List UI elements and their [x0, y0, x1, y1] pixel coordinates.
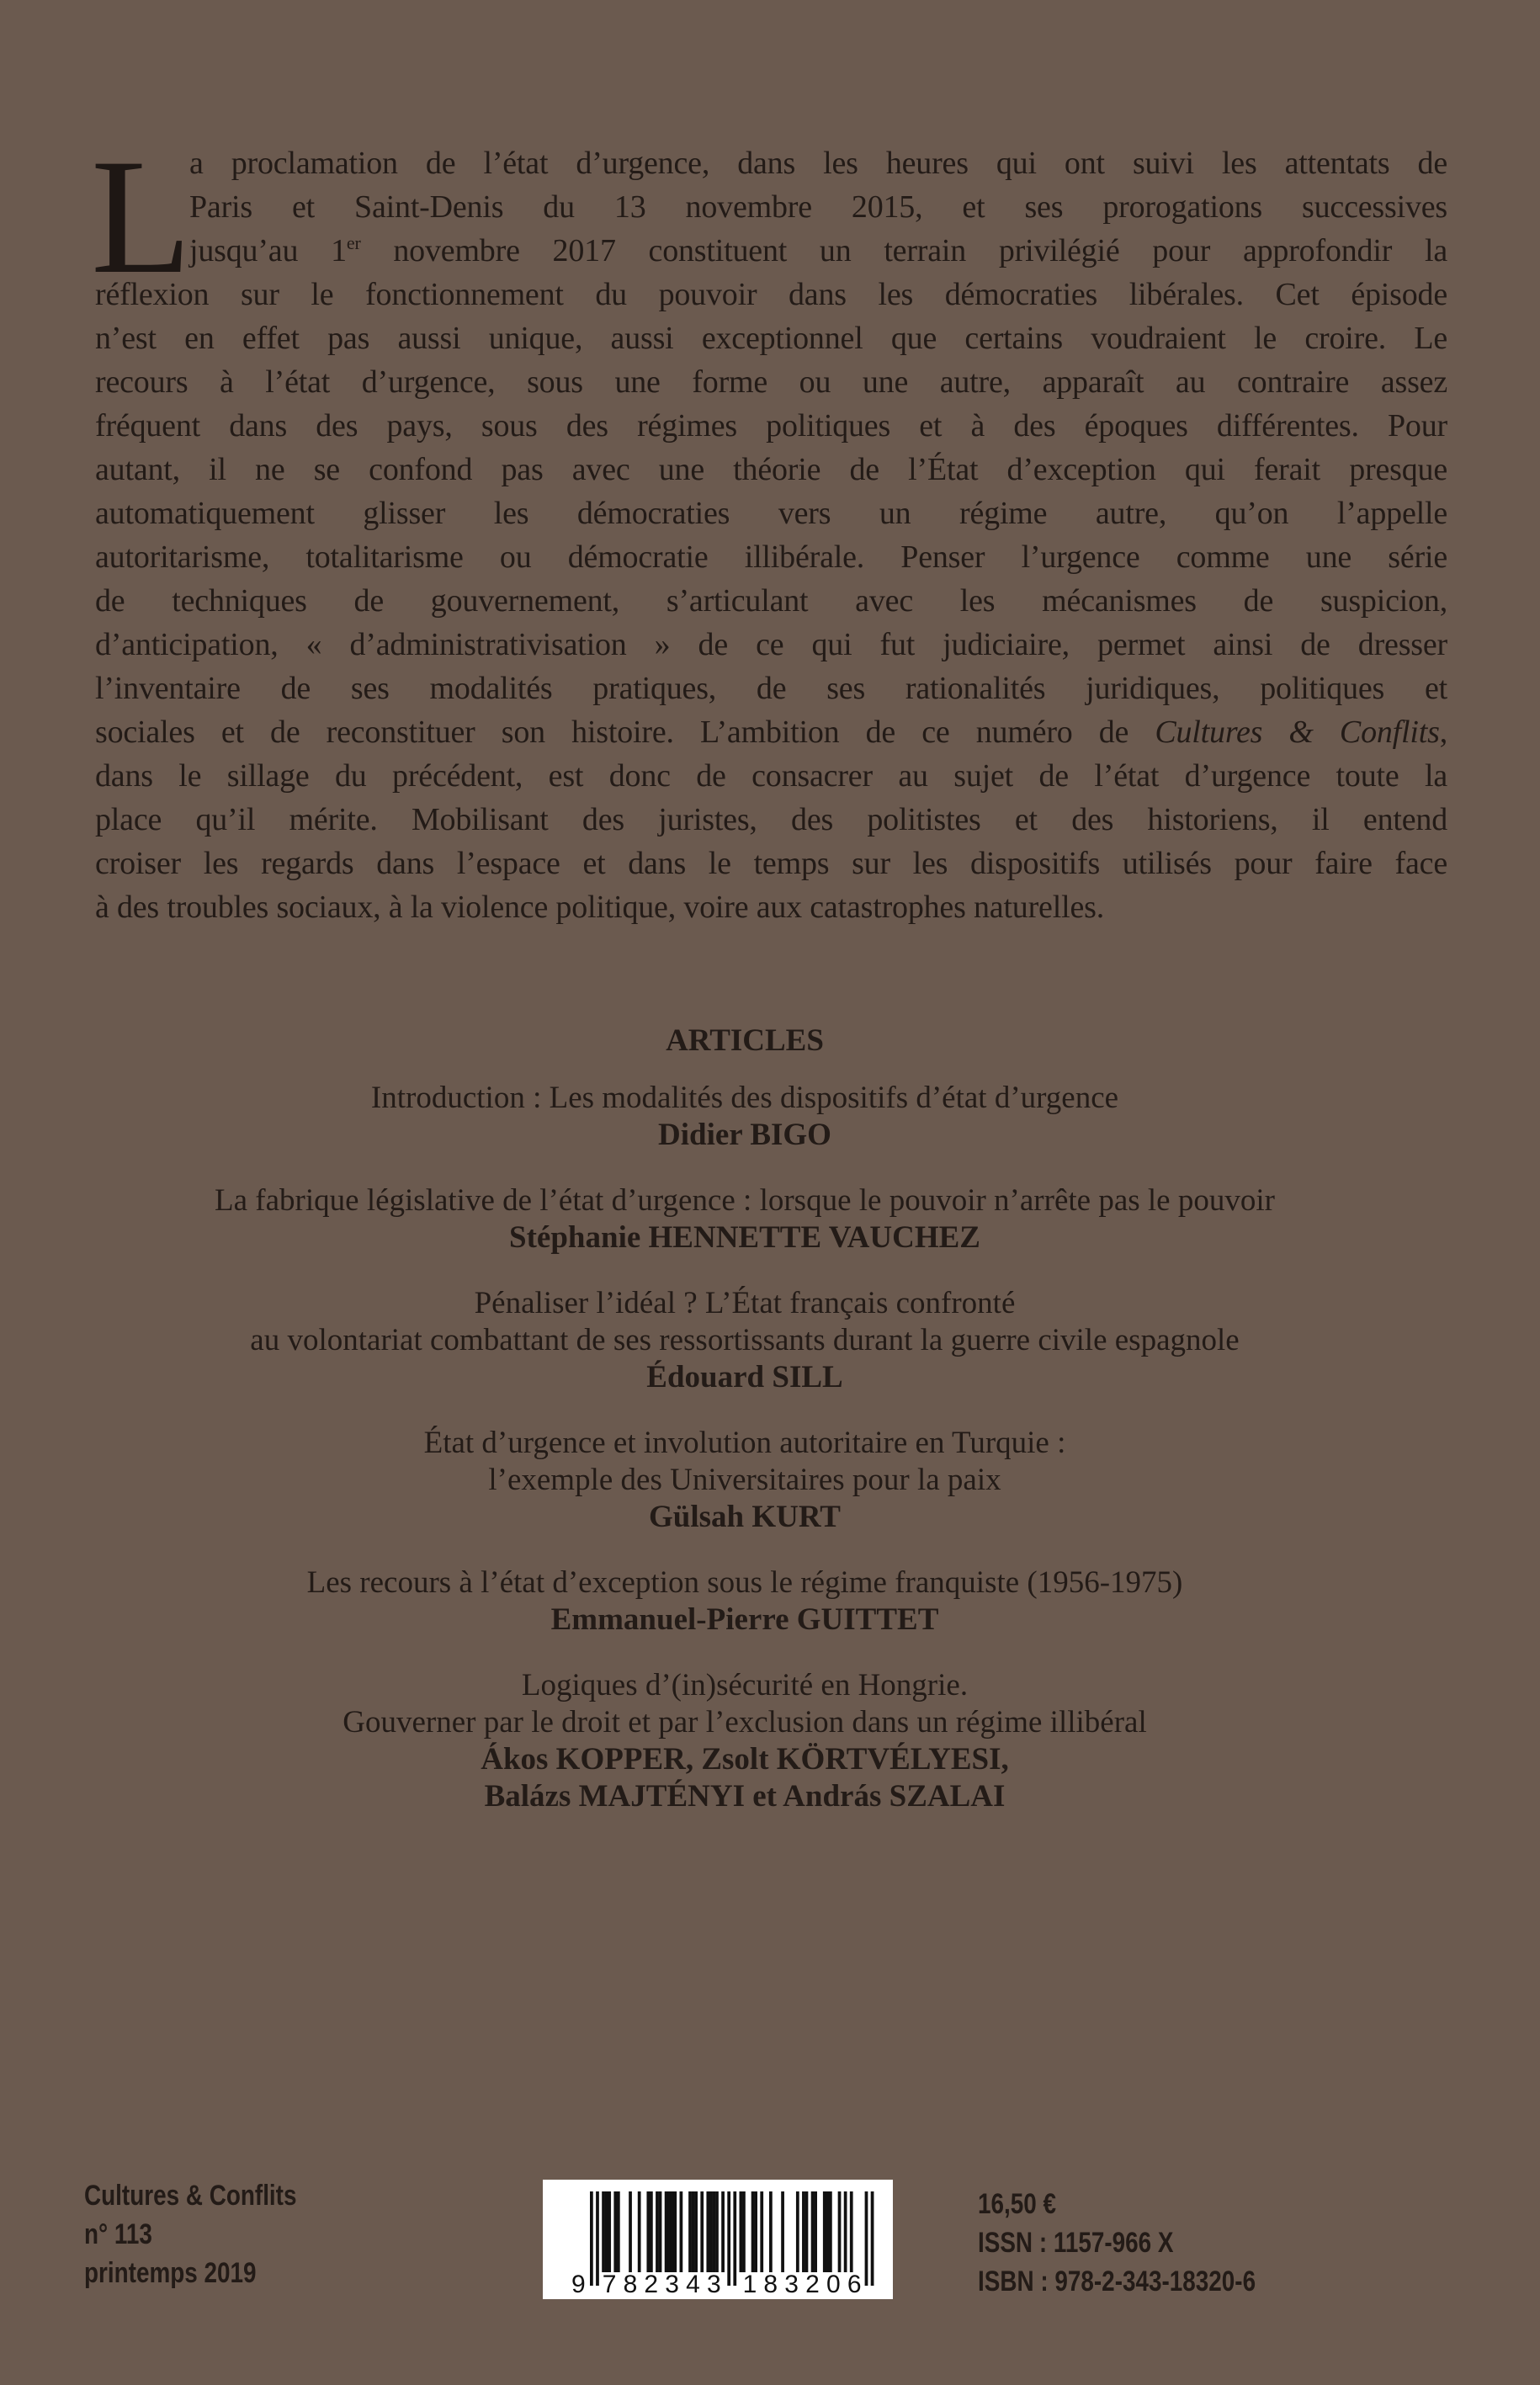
issue-season: printemps 2019: [84, 2257, 257, 2289]
barcode-bar: [608, 2191, 611, 2272]
barcode-bar: [838, 2191, 842, 2272]
barcode-bar: [680, 2191, 683, 2272]
pricing-info: [978, 2185, 1256, 2301]
barcode-digit: 6: [847, 2271, 862, 2298]
blurb-line: l’inventaire de ses modalités pratiques, de ses rationalités juridiques, politiques et: [95, 671, 1447, 706]
barcode-bar: [865, 2191, 868, 2286]
barcode-digit: 1: [742, 2271, 757, 2298]
barcode-bar: [781, 2191, 784, 2272]
barcode-bar: [769, 2191, 773, 2272]
barcode-bar: [596, 2191, 599, 2286]
article-entry: [84, 1667, 1405, 1815]
barcode-bar: [602, 2191, 605, 2272]
articles-list: [84, 1023, 1405, 1844]
blurb-line: [95, 710, 1447, 754]
barcode-bar: [700, 2191, 704, 2272]
barcode-bar: [709, 2191, 713, 2272]
article-entry: [84, 1080, 1405, 1154]
blurb-line: [189, 229, 1447, 273]
blurb-line: croiser les regards dans l’espace et dans le temps sur les dispositifs utilisés pour faire face: [95, 846, 1447, 881]
blurb-line: n’est en effet pas aussi unique, aussi exceptionnel que certains voudraient le croire. Le: [95, 321, 1447, 356]
barcode-bar: [665, 2191, 668, 2272]
article-title: au volontariat combattant de ses ressortissants durant la guerre civile espagnole: [250, 1323, 1240, 1357]
barcode-bar: [805, 2191, 809, 2272]
blurb-line: automatiquement glisser les démocraties vers un régime autre, qu’on l’appelle: [95, 496, 1447, 531]
barcode-bar: [733, 2191, 736, 2286]
barcode-bar: [617, 2191, 620, 2272]
barcode-digit: 3: [784, 2271, 799, 2298]
barcode-bar: [742, 2191, 746, 2272]
drop-cap: L: [91, 125, 192, 308]
barcode-bar: [613, 2191, 617, 2272]
isbn: ISBN : 978-2-343-18320-6: [978, 2265, 1256, 2297]
article-entry: [84, 1285, 1405, 1396]
blurb-line: place qu’il mérite. Mobilisant des juristes, des politistes et des historiens, il entend: [95, 802, 1447, 837]
article-entry: [84, 1182, 1405, 1256]
barcode-digit: 7: [602, 2271, 617, 2298]
barcode-digit: 9: [571, 2271, 586, 2298]
barcode-bar: [754, 2191, 757, 2272]
barcode-digit: 8: [763, 2271, 778, 2298]
barcode-bar: [646, 2191, 650, 2272]
barcode-bar: [694, 2191, 698, 2272]
article-title: Gouverner par le droit et par l’exclusion dans un régime illibéral: [343, 1705, 1147, 1740]
issn: ISSN : 1157-966 X: [978, 2227, 1174, 2259]
blurb-line: recours à l’état d’urgence, sous une forme ou une autre, apparaît au contraire assez: [95, 364, 1447, 400]
barcode-bar: [844, 2191, 847, 2272]
barcode-digit: 2: [805, 2271, 820, 2298]
barcode-bar: [829, 2191, 832, 2272]
article-author: Stéphanie HENNETTE VAUCHEZ: [509, 1220, 980, 1255]
barcode-bar: [802, 2191, 805, 2272]
barcode-bar: [871, 2191, 874, 2286]
article-author: Balázs MAJTÉNYI et András SZALAI: [484, 1779, 1006, 1814]
comma: ,: [1439, 714, 1447, 750]
barcode-bar: [673, 2191, 677, 2272]
blurb-line: autoritarisme, totalitarisme ou démocratie illibérale. Penser l’urgence comme une série: [95, 539, 1447, 575]
article-entry: [84, 1564, 1405, 1639]
article-author: Emmanuel-Pierre GUITTET: [550, 1602, 939, 1637]
barcode-bar: [850, 2191, 853, 2272]
article-author: Gülsah KURT: [649, 1500, 841, 1534]
barcode-bar: [629, 2191, 632, 2272]
article-title: Pénaliser l’idéal ? L’État français confronté: [474, 1286, 1016, 1320]
barcode-digit: 2: [644, 2271, 659, 2298]
journal-info: [84, 2176, 296, 2292]
issue-number: n° 113: [84, 2218, 152, 2250]
article-author: Ákos KOPPER, Zsolt KÖRTVÉLYESI,: [481, 1742, 1009, 1777]
superscript: er: [346, 232, 361, 253]
blurb-line: à des troubles sociaux, à la violence politique, voire aux catastrophes naturelles.: [95, 890, 1104, 925]
barcode-digit: 3: [706, 2271, 721, 2298]
article-title: Les recours à l’état d’exception sous le régime franquiste (1956-1975): [306, 1565, 1183, 1600]
journal-title-italic: Cultures & Conflits: [1155, 714, 1440, 750]
barcode-bar: [826, 2191, 829, 2272]
barcode-bar: [650, 2191, 653, 2272]
article-entry: [84, 1425, 1405, 1536]
blurb-line: dans le sillage du précédent, est donc de consacrer au sujet de l’état d’urgence toute la: [95, 758, 1447, 794]
blurb-line: d’anticipation, « d’administrativisation » de ce qui fut judiciaire, permet ainsi de dresser: [95, 627, 1447, 662]
barcode-bar: [688, 2191, 692, 2272]
journal-name: Cultures & Conflits: [84, 2180, 297, 2212]
barcode-bar: [713, 2191, 716, 2272]
blurb-line: fréquent dans des pays, sous des régimes politiques et à des époques différentes. Pour: [95, 408, 1447, 444]
blurb-line-start: sociales et de reconstituer son histoire. L’ambition de ce numéro de: [95, 714, 1155, 750]
blurb-line: autant, il ne se confond pas avec une théorie de l’État d’exception qui ferait presque: [95, 452, 1447, 487]
price: 16,50 €: [978, 2188, 1057, 2220]
articles-heading: ARTICLES: [666, 1023, 824, 1058]
barcode-bar: [692, 2191, 695, 2272]
article-author: Édouard SILL: [646, 1360, 843, 1394]
barcode-bar: [667, 2191, 671, 2272]
barcode-digit: 8: [623, 2271, 638, 2298]
barcode-bar: [760, 2191, 763, 2272]
barcode-bar: [814, 2191, 817, 2272]
barcode-bar: [715, 2191, 719, 2272]
barcode-digit: 0: [826, 2271, 841, 2298]
barcode-bar: [740, 2191, 743, 2272]
barcode-bar: [823, 2191, 826, 2272]
barcode-bar: [811, 2191, 815, 2272]
barcode: [543, 2180, 893, 2299]
barcode-bar: [671, 2191, 674, 2272]
barcode-bar: [638, 2191, 641, 2272]
blurb-line: de techniques de gouvernement, s’articulant avec les mécanismes de suspicion,: [95, 583, 1447, 619]
blurb-line-start: jusqu’au 1: [189, 233, 347, 268]
barcode-bar: [721, 2191, 725, 2272]
blurb-line: a proclamation de l’état d’urgence, dans les heures qui ont suivi les attentats de: [189, 146, 1447, 181]
barcode-digit: 3: [665, 2271, 679, 2298]
barcode-bar: [605, 2191, 608, 2272]
barcode-digit: 4: [686, 2271, 700, 2298]
barcode-bar: [706, 2191, 709, 2272]
article-title: Introduction : Les modalités des dispositifs d’état d’urgence: [370, 1081, 1119, 1115]
barcode-bar: [590, 2191, 593, 2286]
article-title: l’exemple des Universitaires pour la paix: [488, 1463, 1001, 1497]
article-title: État d’urgence et involution autoritaire en Turquie :: [423, 1426, 1066, 1460]
blurb-text: [95, 141, 1447, 929]
article-title: La fabrique législative de l’état d’urgence : lorsque le pouvoir n’arrête pas le pouvoir: [215, 1183, 1275, 1218]
blurb-line: réflexion sur le fonctionnement du pouvoir dans les démocraties libérales. Cet épisode: [95, 277, 1447, 312]
article-title: Logiques d’(in)sécurité en Hongrie.: [521, 1668, 969, 1702]
blurb-line-rest: novembre 2017 constituent un terrain privilégié pour approfondir la: [360, 233, 1447, 268]
blurb-line: Paris et Saint-Denis du 13 novembre 2015, et ses prorogations successives: [189, 189, 1447, 225]
barcode-bar: [656, 2191, 659, 2272]
barcode-bar: [751, 2191, 755, 2272]
barcode-bar: [659, 2191, 662, 2272]
barcode-bar: [796, 2191, 799, 2272]
article-author: Didier BIGO: [658, 1118, 831, 1152]
barcode-bar: [727, 2191, 730, 2286]
